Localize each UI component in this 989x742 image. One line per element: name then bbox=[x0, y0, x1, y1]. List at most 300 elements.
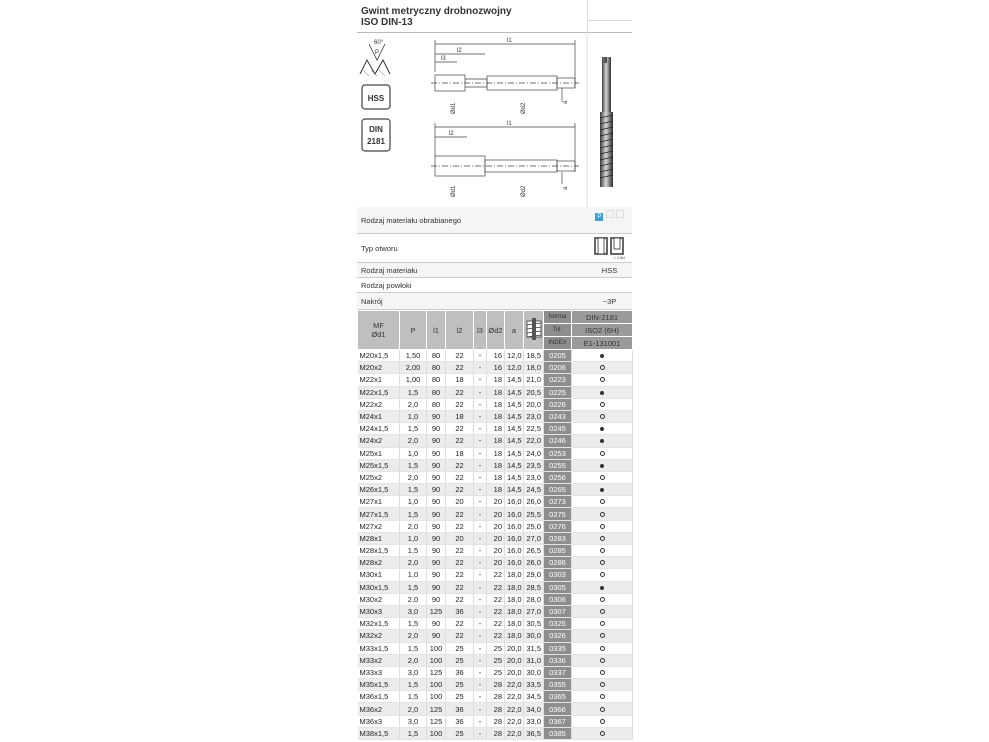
prop-material bbox=[357, 263, 632, 278]
availability-cell bbox=[572, 630, 633, 642]
dim-d2-top: Ød2 bbox=[521, 102, 527, 114]
cell-d2: 22 bbox=[487, 618, 505, 630]
cell-l1: 90 bbox=[427, 520, 446, 532]
cell-d2: 28 bbox=[487, 691, 505, 703]
cell-l3: - bbox=[474, 581, 487, 593]
cell-d2: 22 bbox=[487, 630, 505, 642]
cell-l3: - bbox=[474, 386, 487, 398]
availability-cell bbox=[572, 703, 633, 715]
cell-p: 1,5 bbox=[400, 459, 427, 471]
cell-l3: - bbox=[474, 593, 487, 605]
cell-l2: 22 bbox=[446, 508, 474, 520]
cell-d1: 14,5 bbox=[505, 398, 524, 410]
table-row bbox=[358, 484, 633, 496]
spec-table-body bbox=[358, 350, 633, 740]
header-divider bbox=[587, 0, 588, 32]
cell-l2: 22 bbox=[446, 630, 474, 642]
cell-mf: M22x2 bbox=[358, 398, 400, 410]
tol-value: ISO2 (6H) bbox=[572, 324, 633, 337]
cell-l1: 90 bbox=[427, 581, 446, 593]
on-order-dot-icon bbox=[600, 451, 605, 456]
cell-d2: 18 bbox=[487, 435, 505, 447]
norma-value: DIN-2181 bbox=[572, 311, 633, 324]
cell-l1: 90 bbox=[427, 447, 446, 459]
cell-index: 0365 bbox=[544, 691, 572, 703]
table-row bbox=[358, 508, 633, 520]
table-row bbox=[358, 496, 633, 508]
cell-l2: 22 bbox=[446, 557, 474, 569]
cell-p: 2,0 bbox=[400, 703, 427, 715]
cell-d2: 20 bbox=[487, 496, 505, 508]
cell-l1: 100 bbox=[427, 691, 446, 703]
cell-l2: 22 bbox=[446, 484, 474, 496]
cell-d2: 16 bbox=[487, 362, 505, 374]
cell-l1: 90 bbox=[427, 545, 446, 557]
table-row bbox=[358, 593, 633, 605]
on-order-dot-icon bbox=[600, 658, 605, 663]
dim-d1-bottom: Ød1 bbox=[451, 185, 457, 197]
cell-a: 33,0 bbox=[524, 715, 544, 727]
cell-p: 1,5 bbox=[400, 508, 427, 520]
cell-a: 27,0 bbox=[524, 605, 544, 617]
cell-p: 2,00 bbox=[400, 362, 427, 374]
cell-l1: 125 bbox=[427, 715, 446, 727]
cell-d1: 18,0 bbox=[505, 630, 524, 642]
cell-l3: - bbox=[474, 520, 487, 532]
cell-l1: 80 bbox=[427, 374, 446, 386]
col-d2: Ød2 bbox=[487, 311, 505, 350]
cell-d2: 18 bbox=[487, 410, 505, 422]
cell-a: 23,0 bbox=[524, 471, 544, 483]
din-badge-line-1: DIN bbox=[369, 125, 383, 134]
cell-d2: 20 bbox=[487, 520, 505, 532]
cell-l2: 36 bbox=[446, 715, 474, 727]
cell-index: 0307 bbox=[544, 605, 572, 617]
availability-cell bbox=[572, 410, 633, 422]
table-row bbox=[358, 618, 633, 630]
cell-p: 3,0 bbox=[400, 715, 427, 727]
cell-a: 30,5 bbox=[524, 618, 544, 630]
cell-mf: M28x1,5 bbox=[358, 545, 400, 557]
din-badge bbox=[362, 119, 390, 151]
cell-a: 22,0 bbox=[524, 435, 544, 447]
cell-d2: 28 bbox=[487, 715, 505, 727]
prop-coating bbox=[357, 278, 632, 293]
cell-l3: - bbox=[474, 508, 487, 520]
cell-mf: M27x1,5 bbox=[358, 508, 400, 520]
prop-label: Typ otworu bbox=[361, 244, 398, 253]
cell-mf: M28x2 bbox=[358, 557, 400, 569]
cell-p: 1,5 bbox=[400, 642, 427, 654]
cell-d1: 16,0 bbox=[505, 520, 524, 532]
cell-l2: 25 bbox=[446, 727, 474, 739]
cell-index: 0385 bbox=[544, 727, 572, 739]
cell-d1: 12,0 bbox=[505, 362, 524, 374]
table-row bbox=[358, 642, 633, 654]
table-row bbox=[358, 557, 633, 569]
cell-a: 36,5 bbox=[524, 727, 544, 739]
cell-a: 27,0 bbox=[524, 532, 544, 544]
cell-l3: - bbox=[474, 666, 487, 678]
cell-a: 25,5 bbox=[524, 508, 544, 520]
availability-cell bbox=[572, 691, 633, 703]
cell-mf: M26x1,5 bbox=[358, 484, 400, 496]
cell-d2: 28 bbox=[487, 679, 505, 691]
cell-d2: 22 bbox=[487, 569, 505, 581]
cell-a: 34,0 bbox=[524, 703, 544, 715]
cell-l1: 125 bbox=[427, 605, 446, 617]
on-order-dot-icon bbox=[600, 548, 605, 553]
cell-a: 25,0 bbox=[524, 520, 544, 532]
cell-l2: 18 bbox=[446, 374, 474, 386]
on-order-dot-icon bbox=[600, 365, 605, 370]
on-order-dot-icon bbox=[600, 597, 605, 602]
on-order-dot-icon bbox=[600, 731, 605, 736]
prop-label: Nakrój bbox=[361, 297, 383, 306]
cell-l2: 22 bbox=[446, 593, 474, 605]
cell-l3: - bbox=[474, 545, 487, 557]
cell-p: 2,0 bbox=[400, 654, 427, 666]
cell-d2: 16 bbox=[487, 350, 505, 362]
cell-d1: 18,0 bbox=[505, 605, 524, 617]
on-order-dot-icon bbox=[600, 499, 605, 504]
in-stock-dot-icon bbox=[600, 439, 604, 443]
in-stock-dot-icon bbox=[600, 464, 604, 468]
col-l1: l1 bbox=[427, 311, 446, 350]
cell-mf: M22x1,5 bbox=[358, 386, 400, 398]
on-order-dot-icon bbox=[600, 682, 605, 687]
availability-cell bbox=[572, 496, 633, 508]
cell-index: 0326 bbox=[544, 630, 572, 642]
cell-index: 0255 bbox=[544, 459, 572, 471]
prop-value: HSS bbox=[601, 266, 618, 275]
availability-cell bbox=[572, 727, 633, 739]
prop-chamfer bbox=[357, 293, 632, 310]
tap-photo bbox=[600, 57, 613, 187]
cell-mf: M32x1,5 bbox=[358, 618, 400, 630]
cell-a: 23,5 bbox=[524, 459, 544, 471]
cell-a: 26,0 bbox=[524, 496, 544, 508]
dim-d2-bottom: Ød2 bbox=[521, 185, 527, 197]
cell-index: 0205 bbox=[544, 350, 572, 362]
cell-l1: 80 bbox=[427, 398, 446, 410]
cell-d2: 18 bbox=[487, 386, 505, 398]
cell-l2: 22 bbox=[446, 350, 474, 362]
cell-l3: - bbox=[474, 484, 487, 496]
cell-mf: M25x1 bbox=[358, 447, 400, 459]
cell-a: 28,0 bbox=[524, 593, 544, 605]
cell-l1: 90 bbox=[427, 630, 446, 642]
prop-material-worked bbox=[357, 207, 632, 234]
in-stock-dot-icon bbox=[600, 427, 604, 431]
cell-l2: 22 bbox=[446, 618, 474, 630]
cell-p: 1,5 bbox=[400, 691, 427, 703]
table-row bbox=[358, 459, 633, 471]
cell-a: 34,5 bbox=[524, 691, 544, 703]
title-line-2: ISO DIN-13 bbox=[361, 17, 413, 28]
cell-d2: 18 bbox=[487, 459, 505, 471]
tap-drawing-svg bbox=[357, 32, 632, 207]
table-row bbox=[358, 350, 633, 362]
availability-cell bbox=[572, 532, 633, 544]
availability-cell bbox=[572, 618, 633, 630]
blind-hole-icon bbox=[593, 236, 627, 260]
dim-l2-bottom: l2 bbox=[449, 131, 454, 137]
cell-p: 1,5 bbox=[400, 618, 427, 630]
availability-cell bbox=[572, 569, 633, 581]
table-row bbox=[358, 374, 633, 386]
pitch-label: P bbox=[375, 50, 380, 56]
cell-a: 29,0 bbox=[524, 569, 544, 581]
header-divider-h bbox=[587, 20, 632, 21]
cell-mf: M30x1,5 bbox=[358, 581, 400, 593]
cell-d1: 16,0 bbox=[505, 532, 524, 544]
on-order-dot-icon bbox=[600, 609, 605, 614]
cell-l3: - bbox=[474, 642, 487, 654]
cell-d1: 14,5 bbox=[505, 471, 524, 483]
cell-l3: - bbox=[474, 532, 487, 544]
cell-d2: 20 bbox=[487, 532, 505, 544]
on-order-dot-icon bbox=[600, 512, 605, 517]
cell-mf: M24x2 bbox=[358, 435, 400, 447]
cell-l3: - bbox=[474, 557, 487, 569]
cell-mf: M22x1 bbox=[358, 374, 400, 386]
col-tap-icon bbox=[524, 311, 544, 350]
dim-d1-top: Ød1 bbox=[451, 102, 457, 114]
cell-p: 1,5 bbox=[400, 581, 427, 593]
on-order-dot-icon bbox=[600, 402, 605, 407]
cell-index: 0335 bbox=[544, 642, 572, 654]
cell-l2: 25 bbox=[446, 691, 474, 703]
cell-l2: 20 bbox=[446, 496, 474, 508]
cell-d2: 20 bbox=[487, 557, 505, 569]
cell-index: 0253 bbox=[544, 447, 572, 459]
cell-p: 1,5 bbox=[400, 484, 427, 496]
cell-a: 33,5 bbox=[524, 679, 544, 691]
cell-a: 28,5 bbox=[524, 581, 544, 593]
availability-cell bbox=[572, 350, 633, 362]
cell-l3: - bbox=[474, 435, 487, 447]
cell-d1: 18,0 bbox=[505, 593, 524, 605]
cell-l2: 22 bbox=[446, 545, 474, 557]
hss-badge bbox=[362, 85, 390, 109]
cell-l3: - bbox=[474, 654, 487, 666]
cell-p: 1,50 bbox=[400, 350, 427, 362]
cell-d1: 14,5 bbox=[505, 447, 524, 459]
cell-index: 0223 bbox=[544, 374, 572, 386]
cell-l1: 90 bbox=[427, 496, 446, 508]
cell-mf: M27x1 bbox=[358, 496, 400, 508]
availability-cell bbox=[572, 679, 633, 691]
dim-l1-bottom: l1 bbox=[507, 121, 512, 127]
availability-cell bbox=[572, 545, 633, 557]
table-row bbox=[358, 569, 633, 581]
cell-d1: 12,0 bbox=[505, 350, 524, 362]
cell-l2: 22 bbox=[446, 459, 474, 471]
cell-index: 0226 bbox=[544, 398, 572, 410]
cell-l1: 80 bbox=[427, 386, 446, 398]
availability-cell bbox=[572, 362, 633, 374]
product-sheet bbox=[357, 0, 632, 742]
cell-index: 0303 bbox=[544, 569, 572, 581]
cell-l2: 25 bbox=[446, 679, 474, 691]
tap-section-icon bbox=[525, 317, 543, 341]
table-row bbox=[358, 654, 633, 666]
prop-label: Rodzaj materiału bbox=[361, 266, 418, 275]
cell-a: 24,5 bbox=[524, 484, 544, 496]
in-stock-dot-icon bbox=[600, 586, 604, 590]
cell-l1: 90 bbox=[427, 569, 446, 581]
cell-l3: - bbox=[474, 410, 487, 422]
cell-l1: 90 bbox=[427, 593, 446, 605]
on-order-dot-icon bbox=[600, 621, 605, 626]
cell-l2: 22 bbox=[446, 471, 474, 483]
material-chip-p: P bbox=[597, 214, 602, 220]
hole-type-icons bbox=[587, 236, 632, 262]
cell-index: 0366 bbox=[544, 703, 572, 715]
cell-d1: 22,0 bbox=[505, 679, 524, 691]
cell-index: 0273 bbox=[544, 496, 572, 508]
cell-l1: 90 bbox=[427, 471, 446, 483]
availability-cell bbox=[572, 484, 633, 496]
cell-p: 1,00 bbox=[400, 374, 427, 386]
on-order-dot-icon bbox=[600, 670, 605, 675]
cell-index: 0336 bbox=[544, 654, 572, 666]
cell-p: 1,5 bbox=[400, 679, 427, 691]
on-order-dot-icon bbox=[600, 414, 605, 419]
col-mf-label: MF bbox=[373, 321, 384, 330]
cell-l3: - bbox=[474, 362, 487, 374]
cell-mf: M36x1,5 bbox=[358, 691, 400, 703]
cell-d1: 22,0 bbox=[505, 691, 524, 703]
availability-cell bbox=[572, 654, 633, 666]
cell-l2: 20 bbox=[446, 532, 474, 544]
cell-d2: 18 bbox=[487, 374, 505, 386]
col-a: a bbox=[505, 311, 524, 350]
table-row bbox=[358, 532, 633, 544]
col-p: P bbox=[400, 311, 427, 350]
cell-l1: 90 bbox=[427, 557, 446, 569]
prop-label: Rodzaj materiału obrabianego bbox=[361, 216, 462, 225]
cell-index: 0265 bbox=[544, 484, 572, 496]
cell-a: 23,0 bbox=[524, 410, 544, 422]
availability-cell bbox=[572, 374, 633, 386]
cell-mf: M30x1 bbox=[358, 569, 400, 581]
availability-cell bbox=[572, 508, 633, 520]
dim-l1-top: l1 bbox=[507, 38, 512, 44]
cell-a: 31,5 bbox=[524, 642, 544, 654]
availability-cell bbox=[572, 435, 633, 447]
cell-l2: 22 bbox=[446, 386, 474, 398]
cell-mf: M25x1,5 bbox=[358, 459, 400, 471]
on-order-dot-icon bbox=[600, 646, 605, 651]
cell-index: 0256 bbox=[544, 471, 572, 483]
cell-p: 2,0 bbox=[400, 593, 427, 605]
cell-index: 0245 bbox=[544, 423, 572, 435]
tap-schematic-top bbox=[431, 40, 579, 102]
cell-l2: 22 bbox=[446, 435, 474, 447]
cell-l2: 36 bbox=[446, 703, 474, 715]
cell-l2: 22 bbox=[446, 423, 474, 435]
cell-d1: 20,0 bbox=[505, 666, 524, 678]
col-mf bbox=[358, 311, 400, 350]
cell-index: 0283 bbox=[544, 532, 572, 544]
cell-d2: 20 bbox=[487, 545, 505, 557]
cell-mf: M32x2 bbox=[358, 630, 400, 642]
cell-l1: 100 bbox=[427, 654, 446, 666]
cell-index: 0275 bbox=[544, 508, 572, 520]
col-l3: l3 bbox=[474, 311, 487, 350]
technical-drawing bbox=[357, 32, 632, 208]
cell-l3: - bbox=[474, 496, 487, 508]
cell-index: 0305 bbox=[544, 581, 572, 593]
on-order-dot-icon bbox=[600, 707, 605, 712]
cell-mf: M36x2 bbox=[358, 703, 400, 715]
cell-d1: 18,0 bbox=[505, 581, 524, 593]
cell-l1: 100 bbox=[427, 727, 446, 739]
cell-index: 0285 bbox=[544, 545, 572, 557]
cell-index: 0325 bbox=[544, 618, 572, 630]
availability-cell bbox=[572, 642, 633, 654]
prop-label: Rodzaj powłoki bbox=[361, 281, 412, 290]
cell-index: 0367 bbox=[544, 715, 572, 727]
cell-a: 18,0 bbox=[524, 362, 544, 374]
cell-d1: 20,0 bbox=[505, 642, 524, 654]
cell-d2: 20 bbox=[487, 508, 505, 520]
cell-a: 30,0 bbox=[524, 666, 544, 678]
cell-a: 20,0 bbox=[524, 398, 544, 410]
cell-d2: 18 bbox=[487, 423, 505, 435]
cell-l1: 90 bbox=[427, 410, 446, 422]
cell-d2: 22 bbox=[487, 593, 505, 605]
cell-d2: 25 bbox=[487, 642, 505, 654]
cell-p: 1,0 bbox=[400, 569, 427, 581]
cell-l3: - bbox=[474, 630, 487, 642]
cell-p: 1,0 bbox=[400, 447, 427, 459]
cell-d2: 25 bbox=[487, 666, 505, 678]
availability-cell bbox=[572, 605, 633, 617]
cell-mf: M33x3 bbox=[358, 666, 400, 678]
material-chips bbox=[587, 210, 632, 221]
material-chip-empty bbox=[606, 210, 614, 218]
availability-cell bbox=[572, 520, 633, 532]
table-row bbox=[358, 691, 633, 703]
table-row bbox=[358, 666, 633, 678]
table-row bbox=[358, 362, 633, 374]
cell-l1: 90 bbox=[427, 459, 446, 471]
availability-cell bbox=[572, 715, 633, 727]
col-l2: l2 bbox=[446, 311, 474, 350]
table-row bbox=[358, 398, 633, 410]
cell-mf: M33x1,5 bbox=[358, 642, 400, 654]
header bbox=[357, 0, 632, 33]
cell-l3: - bbox=[474, 727, 487, 739]
material-chip-empty bbox=[616, 210, 624, 218]
table-row bbox=[358, 545, 633, 557]
cell-l1: 90 bbox=[427, 484, 446, 496]
col-mf-sub: Ød1 bbox=[371, 330, 386, 339]
table-row bbox=[358, 410, 633, 422]
cell-a: 24,0 bbox=[524, 447, 544, 459]
availability-cell bbox=[572, 593, 633, 605]
cell-p: 1,0 bbox=[400, 532, 427, 544]
table-row bbox=[358, 471, 633, 483]
cell-d2: 22 bbox=[487, 605, 505, 617]
cell-d2: 18 bbox=[487, 484, 505, 496]
cell-l1: 90 bbox=[427, 618, 446, 630]
cell-l2: 25 bbox=[446, 654, 474, 666]
on-order-dot-icon bbox=[600, 633, 605, 638]
